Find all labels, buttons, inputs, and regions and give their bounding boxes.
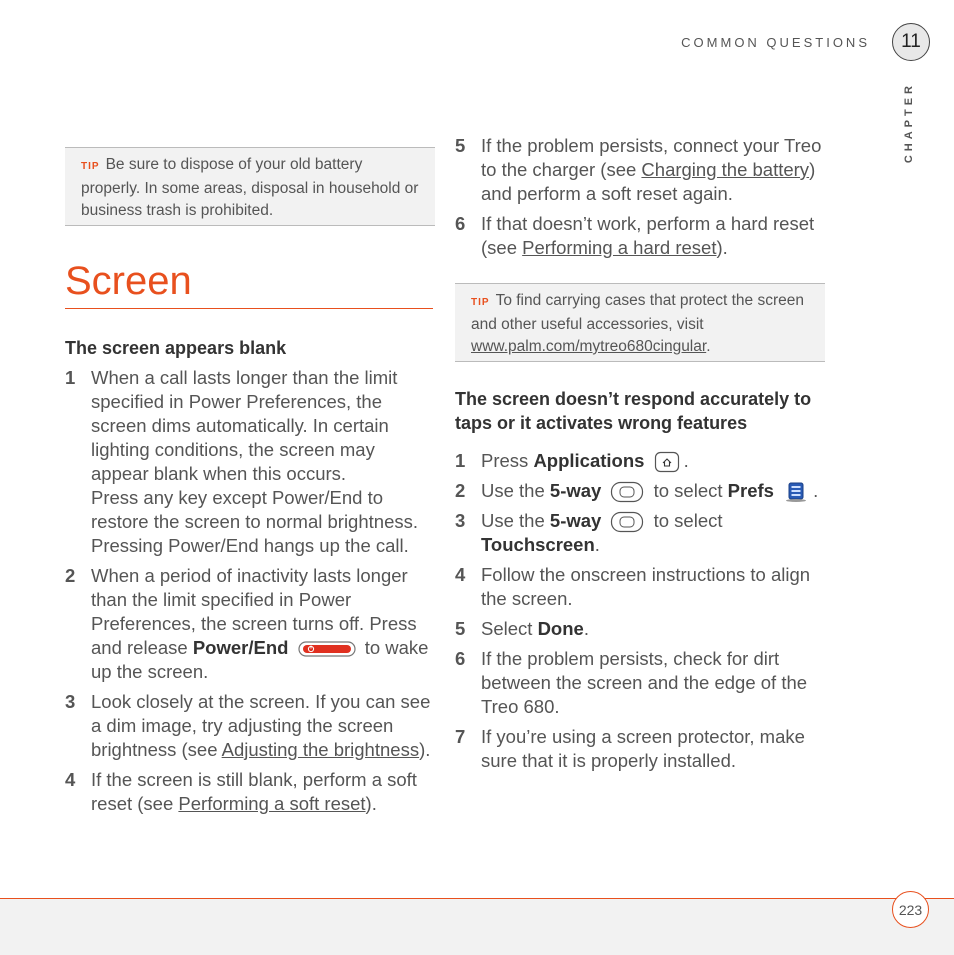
step-text-extra: Press any key except Power/End to restore the screen to normal brightness. Pressing Power/End hangs up the call. (91, 487, 418, 556)
step-text: . (683, 450, 689, 471)
step-number: 2 (65, 565, 76, 586)
key-name: Applications (533, 450, 645, 471)
link-hard-reset[interactable]: Performing a hard reset (522, 237, 717, 258)
step-text: When a call lasts longer than the limit specified in Power Preferences, the screen dims automatically. In certain lighting conditions, the screen may appear blank when this occurs. (91, 367, 398, 484)
list-item (455, 617, 825, 641)
list-item (455, 563, 825, 611)
step-text: Press (481, 450, 529, 471)
step-text: Use the (481, 510, 545, 532)
tip-text: Be sure to dispose of your old battery properly. In some areas, disposal in household or business trash is prohibited. (81, 156, 419, 219)
step-text: Follow the onscreen instructions to align the screen. (481, 564, 811, 610)
tip-text: . (706, 338, 711, 355)
step-text: to select (653, 480, 723, 502)
step-text: . (583, 618, 589, 640)
step-number: 5 (455, 618, 466, 640)
step-text: . (594, 534, 600, 556)
step-text: If you’re using a screen protector, make sure that it is properly installed. (481, 726, 805, 772)
five-way-navigator-icon (610, 481, 644, 503)
section-title: Screen (65, 258, 433, 309)
key-name: Touchscreen (481, 534, 595, 556)
step-number: 6 (455, 648, 466, 670)
power-end-key-icon (298, 640, 356, 658)
step-text: Use the (481, 480, 545, 502)
list-item (455, 725, 825, 773)
key-name: Done (537, 618, 584, 640)
step-number: 4 (65, 769, 76, 790)
tip-box-battery (65, 147, 435, 226)
step-number: 7 (455, 726, 466, 748)
link-charging-battery[interactable]: Charging the battery (641, 159, 810, 180)
footer-band (0, 898, 954, 955)
link-palm-website[interactable]: www.palm.com/mytreo680cingular (471, 338, 707, 355)
step-number: 1 (455, 450, 466, 471)
page-number: 223 (892, 891, 929, 928)
step-number: 2 (455, 480, 466, 502)
step-text: Look closely at the screen. If you can see a dim image, try adjusting the screen brightness (see (91, 691, 431, 760)
list-item (455, 647, 825, 719)
step-text: to select (653, 510, 723, 532)
list-item (455, 509, 825, 557)
step-text: If that doesn’t work, perform a hard reset (see (481, 213, 815, 258)
step-number: 4 (455, 564, 466, 586)
tip-tag: TIP (471, 297, 490, 308)
step-text: If the problem persists, connect your Treo to the charger (see (481, 135, 822, 180)
subheading-screen-blank: The screen appears blank (65, 338, 287, 358)
step-number: 3 (455, 510, 466, 532)
step-text: ). (365, 793, 377, 814)
chapter-number-badge: 11 (892, 23, 930, 61)
list-item (455, 212, 825, 260)
list-item (65, 366, 433, 558)
prefs-icon (783, 481, 809, 503)
list-item (455, 449, 825, 473)
tip-tag: TIP (81, 161, 100, 172)
step-text: to wake up the screen. (91, 637, 429, 682)
step-text: Select (481, 618, 533, 640)
list-item (455, 134, 825, 206)
steps-continued (455, 134, 825, 266)
step-text: If the screen is still blank, perform a soft reset (see (91, 769, 417, 814)
link-adjusting-brightness[interactable]: Adjusting the brightness (221, 739, 420, 760)
five-way-navigator-icon (610, 511, 644, 533)
step-text: ). (419, 739, 431, 760)
subheading-screen-taps: The screen doesn’t respond accurately to taps or it activates wrong features (455, 389, 812, 433)
step-number: 6 (455, 213, 466, 234)
step-text: When a period of inactivity lasts longer than the limit specified in Power Preferences, the screen turns off. Press and release (91, 565, 417, 658)
step-text: If the problem persists, check for dirt between the screen and the edge of the Treo 680. (481, 648, 808, 718)
steps-screen-taps (455, 449, 825, 779)
steps-screen-blank (65, 366, 433, 822)
list-item (65, 564, 433, 684)
key-name: Prefs (727, 480, 774, 502)
list-item (65, 690, 433, 762)
key-name: Power/End (192, 637, 289, 658)
running-header: COMMON QUESTIONS (681, 35, 870, 50)
step-number: 1 (65, 367, 76, 388)
list-item (65, 768, 433, 816)
tip-box-accessories (455, 283, 825, 362)
tip-text: To find carrying cases that protect the screen and other useful accessories, visit (471, 292, 804, 333)
step-number: 3 (65, 691, 76, 712)
key-name: 5-way (549, 510, 602, 532)
link-soft-reset[interactable]: Performing a soft reset (178, 793, 366, 814)
key-name: 5-way (549, 480, 602, 502)
step-text: ) and perform a soft reset again. (481, 159, 816, 204)
step-text: . (813, 480, 819, 502)
step-text: ). (716, 237, 728, 258)
chapter-vertical-label: CHAPTER (903, 82, 915, 164)
applications-key-icon (654, 451, 680, 473)
list-item (455, 479, 825, 503)
step-number: 5 (455, 135, 466, 156)
